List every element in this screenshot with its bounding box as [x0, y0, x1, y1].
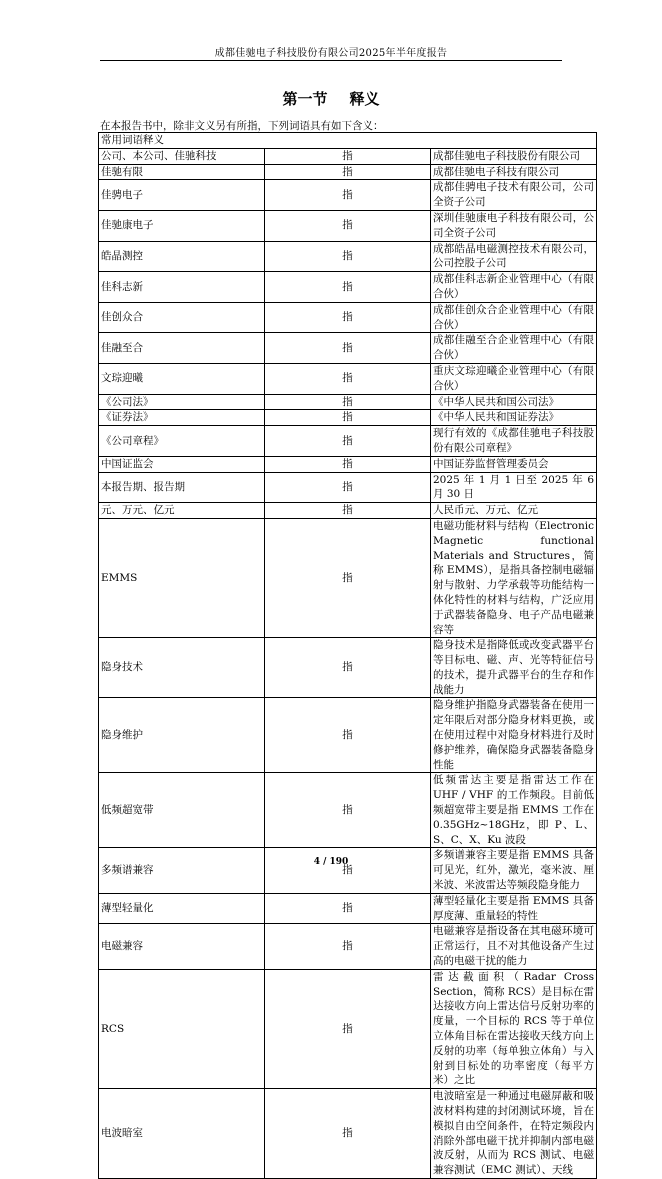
term-cell: 电磁兼容: [99, 924, 265, 969]
definition-cell: 中国证券监督管理委员会: [431, 456, 597, 472]
term-cell: 隐身技术: [99, 638, 265, 698]
table-row: [99, 924, 597, 969]
table-row: [99, 210, 597, 241]
term-cell: 佳驰有限: [99, 164, 265, 180]
table-row: [99, 302, 597, 333]
ref-cell: 指: [265, 503, 431, 519]
table-caption: 常用词语释义: [99, 133, 597, 149]
definition-cell: 薄型轻量化主要是指 EMMS 具备厚度薄、重量轻的特性: [431, 893, 597, 924]
definition-cell: 成都皓晶电磁测控技术有限公司，公司控股子公司: [431, 241, 597, 272]
definition-cell: 成都佳创众合企业管理中心（有限合伙）: [431, 302, 597, 333]
table-row: [99, 638, 597, 698]
term-cell: 佳驰康电子: [99, 210, 265, 241]
definition-cell: 《中华人民共和国公司法》: [431, 394, 597, 410]
table-row: [99, 698, 597, 773]
term-cell: 本报告期、报告期: [99, 472, 265, 503]
intro-text: 在本报告书中，除非文义另有所指，下列词语具有如下含义：: [100, 120, 384, 132]
term-cell: 佳骋电子: [99, 180, 265, 211]
ref-cell: 指: [265, 1089, 431, 1179]
ref-cell: 指: [265, 180, 431, 211]
table-row: [99, 333, 597, 364]
term-cell: 隐身维护: [99, 698, 265, 773]
table-row: [99, 1089, 597, 1179]
table-row: [99, 164, 597, 180]
term-cell: 多频谱兼容: [99, 848, 265, 893]
definition-cell: 深圳佳驰康电子科技有限公司，公司全资子公司: [431, 210, 597, 241]
term-cell: 中国证监会: [99, 456, 265, 472]
ref-cell: 指: [265, 410, 431, 426]
definition-cell: 电波暗室是一种通过电磁屏蔽和吸波材料构建的封闭测试环境，旨在模拟自由空间条件，在特定频段内消除外部电磁干扰并抑制内部电磁波反射，从而为 RCS 测试、电磁兼容测试（EMC 测试）、天线: [431, 1089, 597, 1179]
ref-cell: 指: [265, 333, 431, 364]
definition-cell: 成都佳科志新企业管理中心（有限合伙）: [431, 272, 597, 303]
ref-cell: 指: [265, 426, 431, 457]
ref-cell: 指: [265, 848, 431, 893]
ref-cell: 指: [265, 394, 431, 410]
ref-cell: 指: [265, 456, 431, 472]
ref-cell: 指: [265, 518, 431, 637]
definition-cell: 电磁兼容是指设备在其电磁环境可正常运行，且不对其他设备产生过高的电磁干扰的能力: [431, 924, 597, 969]
term-cell: 《证券法》: [99, 410, 265, 426]
ref-cell: 指: [265, 773, 431, 848]
ref-cell: 指: [265, 272, 431, 303]
term-cell: 薄型轻量化: [99, 893, 265, 924]
ref-cell: 指: [265, 472, 431, 503]
ref-cell: 指: [265, 924, 431, 969]
definition-cell: 隐身技术是指降低或改变武器平台等目标电、磁、声、光等特征信号的技术，提升武器平台的生存和作战能力: [431, 638, 597, 698]
page-header: 成都佳驰电子科技股份有限公司2025年半年度报告: [214, 48, 448, 59]
term-cell: EMMS: [99, 518, 265, 637]
definition-cell: 重庆文琮迎曦企业管理中心（有限合伙）: [431, 363, 597, 394]
table-row: [99, 410, 597, 426]
table-row: [99, 472, 597, 503]
definition-cell: 成都佳骋电子技术有限公司，公司全资子公司: [431, 180, 597, 211]
ref-cell: 指: [265, 241, 431, 272]
term-cell: 低频超宽带: [99, 773, 265, 848]
term-cell: 佳创众合: [99, 302, 265, 333]
table-row: [99, 394, 597, 410]
ref-cell: 指: [265, 148, 431, 164]
term-cell: 佳科志新: [99, 272, 265, 303]
definition-cell: 低频雷达主要是指雷达工作在 UHF / VHF 的工作频段。目前低频超宽带主要是指 EMMS 工作在 0.35GHz~18GHz，即 P、L、S、C、X、Ku 波段: [431, 773, 597, 848]
table-row: [99, 426, 597, 457]
table-row: [99, 893, 597, 924]
definition-cell: 现行有效的《成都佳驰电子科技股份有限公司章程》: [431, 426, 597, 457]
term-cell: 文琮迎曦: [99, 363, 265, 394]
term-cell: 佳融至合: [99, 333, 265, 364]
page-number: 4 / 190: [313, 857, 349, 867]
definition-cell: 隐身维护指隐身武器装备在使用一定年限后对部分隐身材料更换，或在使用过程中对隐身材料进行及时修护维养，确保隐身武器装备隐身性能: [431, 698, 597, 773]
table-row: [99, 969, 597, 1088]
ref-cell: 指: [265, 893, 431, 924]
definition-cell: 人民币元、万元、亿元: [431, 503, 597, 519]
ref-cell: 指: [265, 969, 431, 1088]
definition-cell: 成都佳融至合企业管理中心（有限合伙）: [431, 333, 597, 364]
term-cell: 元、万元、亿元: [99, 503, 265, 519]
ref-cell: 指: [265, 164, 431, 180]
section-name: 释义: [349, 90, 380, 108]
table-row: [99, 363, 597, 394]
section-number: 第一节: [282, 90, 328, 108]
definition-cell: 雷达截面积（Radar Cross Section，简称 RCS）是目标在雷达接收方向上雷达信号反射功率的度量，一个目标的 RCS 等于单位立体角目标在雷达接收天线方向上反射的功率（每单独立体角）与入射到目标处的功率密度（每平方米）之比: [431, 969, 597, 1088]
definition-cell: 2025 年 1 月 1 日至 2025 年 6 月 30 日: [431, 472, 597, 503]
definition-cell: 成都佳驰电子科技股份有限公司: [431, 148, 597, 164]
ref-cell: 指: [265, 363, 431, 394]
table-row: [99, 241, 597, 272]
table-row: [99, 518, 597, 637]
table-row: [99, 456, 597, 472]
ref-cell: 指: [265, 302, 431, 333]
table-row: [99, 503, 597, 519]
table-caption-row: [99, 133, 597, 149]
definition-cell: 《中华人民共和国证券法》: [431, 410, 597, 426]
term-cell: RCS: [99, 969, 265, 1088]
ref-cell: 指: [265, 638, 431, 698]
table-row: [99, 773, 597, 848]
header-divider: [100, 60, 562, 61]
section-title: [0, 88, 662, 109]
term-cell: 电波暗室: [99, 1089, 265, 1179]
definition-cell: 电磁功能材料与结构（Electronic Magnetic functional Materials and Structures，简称 EMMS），是指具备控制电磁辐射与散射、力学承载等功能结构一体化特性的材料与结构，广泛应用于武器装备隐身、电子产品电磁兼容等: [431, 518, 597, 637]
definition-cell: 成都佳驰电子科技有限公司: [431, 164, 597, 180]
definition-cell: 多频谱兼容主要是指 EMMS 具备可见光，红外，激光，毫米波、厘米波、米波雷达等频段隐身能力: [431, 848, 597, 893]
term-cell: 《公司法》: [99, 394, 265, 410]
table-row: [99, 848, 597, 893]
table-row: [99, 148, 597, 164]
table-row: [99, 180, 597, 211]
term-cell: 《公司章程》: [99, 426, 265, 457]
table-row: [99, 272, 597, 303]
definitions-table: [98, 132, 597, 1179]
term-cell: 公司、本公司、佳驰科技: [99, 148, 265, 164]
term-cell: 皓晶测控: [99, 241, 265, 272]
ref-cell: 指: [265, 210, 431, 241]
ref-cell: 指: [265, 698, 431, 773]
